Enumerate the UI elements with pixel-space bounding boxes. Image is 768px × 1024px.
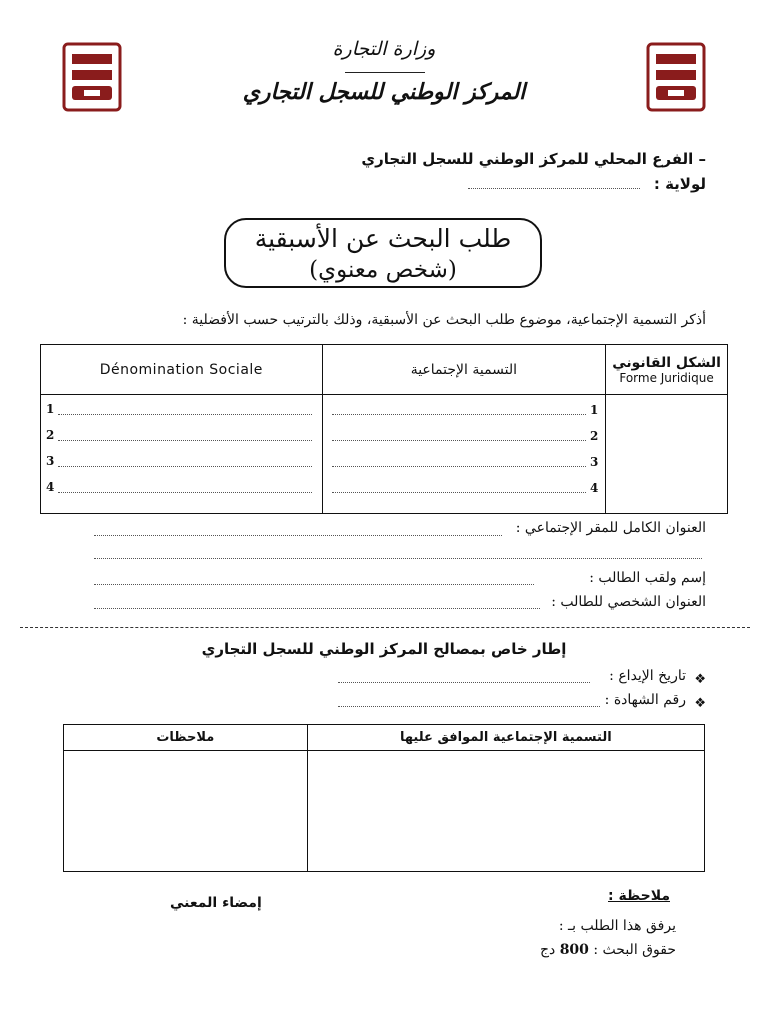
- tasmiya-cell: [322, 395, 606, 514]
- fees-line: [540, 942, 676, 958]
- ministry-underline: [345, 72, 425, 73]
- denomination-field-3[interactable]: [58, 466, 312, 467]
- tasmiya-field-3[interactable]: [332, 466, 586, 467]
- denomination-field-2[interactable]: [58, 440, 312, 441]
- applicant-address-field[interactable]: [94, 608, 540, 609]
- wilaya-field[interactable]: [468, 188, 640, 189]
- applicant-name-label: إسم ولقب الطالب :: [589, 570, 706, 586]
- fees-amount: 800: [559, 942, 589, 958]
- form-title: طلب البحث عن الأسبقية: [254, 224, 512, 253]
- diamond-bullet-icon: ❖: [694, 672, 706, 687]
- col-forme-fr: Forme Juridique: [619, 370, 714, 385]
- diamond-bullet-icon: ❖: [694, 696, 706, 711]
- tasmiya-field-4[interactable]: [332, 492, 586, 493]
- names-table: [40, 344, 728, 514]
- approved-name-cell[interactable]: [307, 751, 704, 872]
- tasmiya-row-number: 2: [590, 429, 599, 443]
- deposit-date-field[interactable]: [338, 682, 590, 683]
- col-forme-ar: الشكل القانوني: [612, 354, 721, 371]
- note-title: ملاحظة :: [608, 888, 670, 904]
- tasmiya-row-number: 3: [590, 455, 599, 469]
- branch-line: – الفرع المحلي للمركز الوطني للسجل التجاري: [361, 150, 706, 168]
- attachment-label: يرفق هذا الطلب بـ :: [558, 918, 676, 934]
- form-title-box: [224, 218, 542, 288]
- address-field[interactable]: [94, 535, 502, 536]
- section-separator: [20, 627, 750, 628]
- applicant-address-label: العنوان الشخصي للطالب :: [551, 594, 706, 610]
- fees-label: حقوق البحث :: [593, 942, 676, 958]
- col-denomination-header: Dénomination Sociale: [41, 345, 323, 395]
- form-subtitle: (شخص معنوي): [309, 257, 457, 283]
- denomination-cell: [41, 395, 323, 514]
- internal-frame-title: إطار خاص بمصالح المركز الوطني للسجل التجاري: [201, 640, 567, 658]
- instruction-text: أذكر التسمية الإجتماعية، موضوع طلب البحث عن الأسبقية، وذلك بالترتيب حسب الأفضلية :: [182, 312, 706, 328]
- forme-cell[interactable]: [606, 395, 728, 514]
- col-tasmiya-header: التسمية الإجتماعية: [322, 345, 606, 395]
- denomination-row-number: 3: [46, 454, 55, 468]
- denomination-field-1[interactable]: [58, 414, 312, 415]
- col-forme-header: [606, 345, 728, 395]
- address-label: العنوان الكامل للمقر الإجتماعي :: [515, 520, 706, 536]
- deposit-date-label: تاريخ الإيداع :: [609, 668, 686, 684]
- center-name: المركز الوطني للسجل التجاري: [242, 80, 526, 105]
- ministry-name: وزارة التجارة: [332, 38, 436, 60]
- denomination-field-4[interactable]: [58, 492, 312, 493]
- col-remarks-header: ملاحظات: [64, 725, 308, 751]
- col-approved-header: التسمية الإجتماعية الموافق عليها: [307, 725, 704, 751]
- fees-currency: دج: [539, 942, 556, 958]
- tasmiya-field-2[interactable]: [332, 440, 586, 441]
- denomination-row-number: 2: [46, 428, 55, 442]
- wilaya-label: لولاية :: [653, 175, 706, 193]
- signature-label: إمضاء المعني: [170, 895, 262, 911]
- certificate-no-field[interactable]: [338, 706, 600, 707]
- address-field-continued[interactable]: [94, 558, 702, 559]
- tasmiya-field-1[interactable]: [332, 414, 586, 415]
- tasmiya-row-number: 1: [590, 403, 599, 417]
- denomination-row-number: 4: [46, 480, 55, 494]
- denomination-row-number: 1: [46, 402, 55, 416]
- remarks-cell[interactable]: [64, 751, 308, 872]
- tasmiya-row-number: 4: [590, 481, 599, 495]
- certificate-no-label: رقم الشهادة :: [604, 692, 686, 708]
- applicant-name-field[interactable]: [94, 584, 534, 585]
- approved-table: [63, 724, 705, 872]
